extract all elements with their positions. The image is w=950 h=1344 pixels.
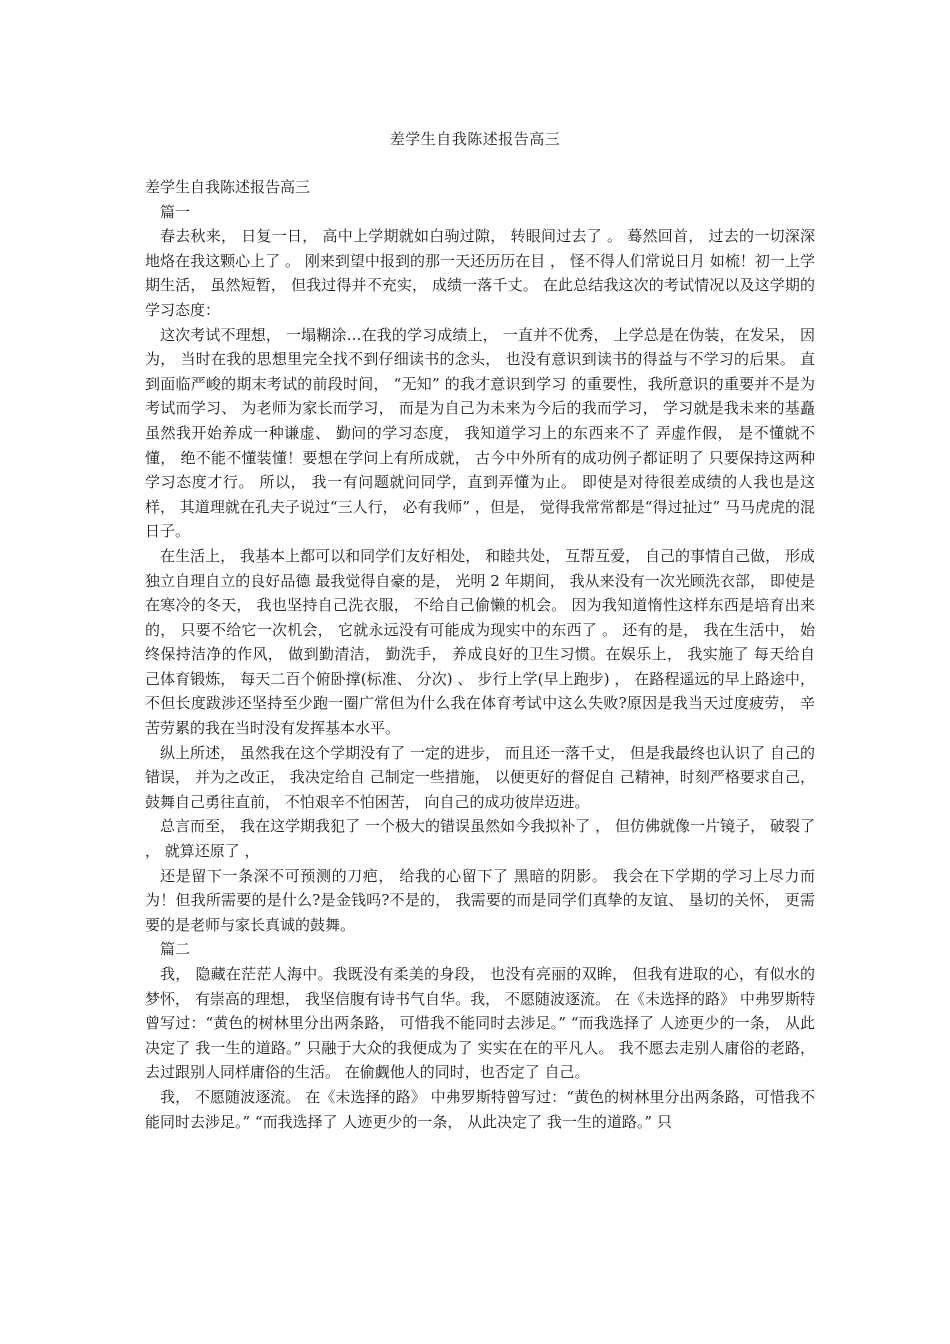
paragraph: 纵上所述， 虽然我在这个学期没有了 一定的进步， 而且还一落千丈， 但是我最终也认识了 自己的错误， 并为之改正， 我决定给自 己制定一些措施， 以便更好的督促自 己精神，时刻严格要求自己， 鼓舞自己勇往直前， 不怕艰辛不怕困苦， 向自己的成功彼岸迈进。: [145, 743, 815, 811]
document-body: [145, 175, 815, 1134]
paragraph: 我， 不愿随波逐流。 在《未选择的路》 中弗罗斯特曾写过：“黄色的树林里分出两条路，可惜我不能同时去涉足。” “而我选择了 人迹更少的一条， 从此决定了 我一生的道路。” 只: [145, 1087, 815, 1131]
paragraph: 这次考试不理想， 一塌糊涂…在我的学习成绩上， 一直并不优秀， 上学总是在伪装，在发呆， 因为， 当时在我的思想里完全找不到仔细读书的念头， 也没有意识到读书的得益与不学习的后果。 直到面临严峻的期末考试的前段时间， “无知” 的我才意识到学习 的重要性，我所意识的重要并不是为考试而学习、 为老师为家长而学习， 而是为自己为未来为今后的我而学习， 学习就是我未来的基矗虽然我开始养成一种谦虚、 勤问的学习态度， 我知道学习上的东西来不了 弄虚作假， 是不懂就不懂， 绝不能不懂装懂！要想在学问上有所成就， 古今中外所有的成功例子都证明了 只要保持这两种学习态度才行。 所以， 我一有问题就问同学，直到弄懂为止。 即使是对待很差成绩的人我也是这样， 其道理就在孔夫子说过“三人行， 必有我师” ，但是， 觉得我常常都是“得过扯过” 马马虎虎的混日子。: [145, 325, 815, 541]
document-subtitle: 差学生自我陈述报告高三: [145, 178, 311, 196]
section-label-1: 篇一: [160, 202, 191, 221]
paragraph: 春去秋来， 日复一日， 高中上学期就如白驹过隙， 转眼间过去了 。 蓦然回首， 过去的一切深深地烙在我这颗心上了 。 刚来到望中报到的那一天还历历在目 ， 怪不得人们常说日月 如梳！初一上学期生活， 虽然短暂， 但我过得并不充实， 成绩一落千丈。 在此总结我这次的考试情况以及这学期的学习态度：: [145, 227, 815, 319]
paragraph: 在生活上， 我基本上都可以和同学们友好相处， 和睦共处， 互帮互爱， 自己的事情自己做， 形成独立自理自立的良好品德 最我觉得自豪的是， 光明 2 年期间， 我从来没有一次光顾洗衣部， 即使是在寒冷的冬天， 我也坚持自己洗衣服， 不给自己偷懒的机会。 因为我知道惰性这样东西是培育出来的， 只要不给它一次机会， 它就永远没有可能成为现实中的东西了 。 还有的是， 我在生活中， 始终保持洁净的作风， 做到勤清洁， 勤洗手， 养成良好的卫生习惯。在娱乐上， 我实施了 每天给自 己体育锻炼， 每天二百个俯卧撑(标准、 分次) 、 步行上学(早上跑步) ， 在路程遥远的早上路途中， 不但长度跋涉还坚持至少跑一圈广常但为什么我在体育考试中这么失败?原因是我当天过度疲劳， 辛苦劳累的我在当时没有发挥基本水平。: [145, 546, 815, 738]
section-label-2: 篇二: [160, 940, 191, 959]
paragraph: 总言而至， 我在这学期我犯了 一个极大的错误虽然如今我拟补了 ， 但仿佛就像一片镜子， 破裂了 ， 就算还原了 ，: [145, 817, 815, 861]
document-title: 差学生自我陈述报告高三: [389, 130, 561, 148]
paragraph: 我， 隐藏在茫茫人海中。我既没有柔美的身段， 也没有亮丽的双眸， 但我有进取的心，有似水的梦怀， 有崇高的理想， 我坚信腹有诗书气自华。我， 不愿随波逐流。 在《未选择的路》 中弗罗斯特曾写过：“黄色的树林里分出两条路， 可惜我不能同时去涉足。” “而我选择了 人迹更少的一条， 从此决定了 我一生的道路。” 只融于大众的我便成为了 实实在在的平凡人。 我不愿去走别人庸俗的老路， 去过跟别人同样庸俗的生活。 在偷觑他人的同时，也否定了 自己。: [145, 965, 815, 1082]
paragraph: 还是留下一条深不可预测的刀疤， 给我的心留下了 黑暗的阴影。 我会在下学期的学习上尽力而为！但我所需要的是什么?是金钱吗?不是的， 我需要的而是同学们真挚的友谊、 垦切的关怀， 更需要的是老师与家长真诚的鼓舞。: [145, 866, 815, 934]
